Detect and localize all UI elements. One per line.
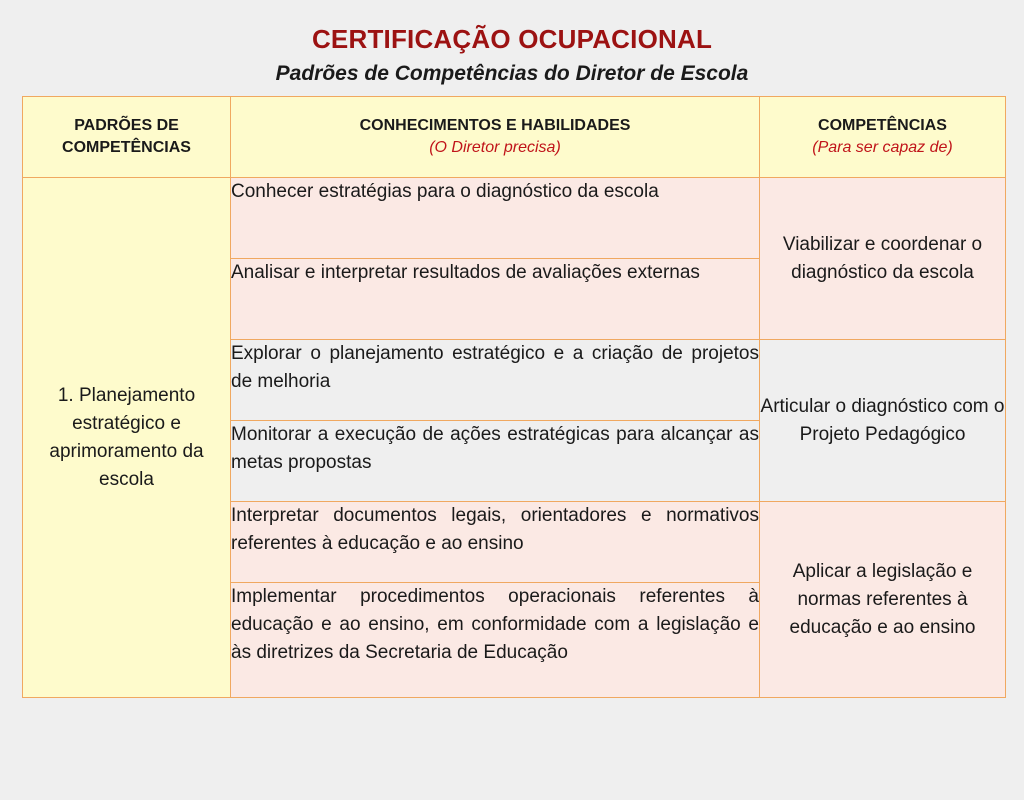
column-header-label: PADRÕES DE COMPETÊNCIAS [62, 117, 191, 156]
page-subtitle: Padrões de Competências do Diretor de Escola [275, 62, 749, 85]
standard-cell: 1. Planejamento estratégico e aprimoramento da escola [23, 178, 231, 698]
knowledge-cell: Implementar procedimentos operacionais referentes à educação e ao ensino, em conformidade com a legislação e às diretrizes da Secretaria de Educação [231, 583, 760, 698]
knowledge-cell: Monitorar a execução de ações estratégicas para alcançar as metas propostas [231, 421, 760, 502]
column-header-sublabel: (O Diretor precisa) [429, 139, 561, 156]
table-row [23, 178, 1006, 259]
competency-table [22, 96, 1006, 698]
competency-cell: Articular o diagnóstico com o Projeto Pedagógico [760, 340, 1006, 502]
column-header-label: CONHECIMENTOS E HABILIDADES [359, 117, 631, 134]
page-title: CERTIFICAÇÃO OCUPACIONAL [311, 24, 713, 54]
column-header-standards [23, 97, 231, 178]
knowledge-cell: Explorar o planejamento estratégico e a criação de projetos de melhoria [231, 340, 760, 421]
competency-cell: Viabilizar e coordenar o diagnóstico da escola [760, 178, 1006, 340]
column-header-competencies [760, 97, 1006, 178]
column-header-knowledge [231, 97, 760, 178]
knowledge-cell: Analisar e interpretar resultados de avaliações externas [231, 259, 760, 340]
table-header-row [23, 97, 1006, 178]
column-header-label: COMPETÊNCIAS [818, 117, 947, 134]
knowledge-cell: Interpretar documentos legais, orientadores e normativos referentes à educação e ao ensino [231, 502, 760, 583]
competency-cell: Aplicar a legislação e normas referentes à educação e ao ensino [760, 502, 1006, 698]
column-header-sublabel: (Para ser capaz de) [812, 139, 953, 156]
knowledge-cell: Conhecer estratégias para o diagnóstico da escola [231, 178, 760, 259]
